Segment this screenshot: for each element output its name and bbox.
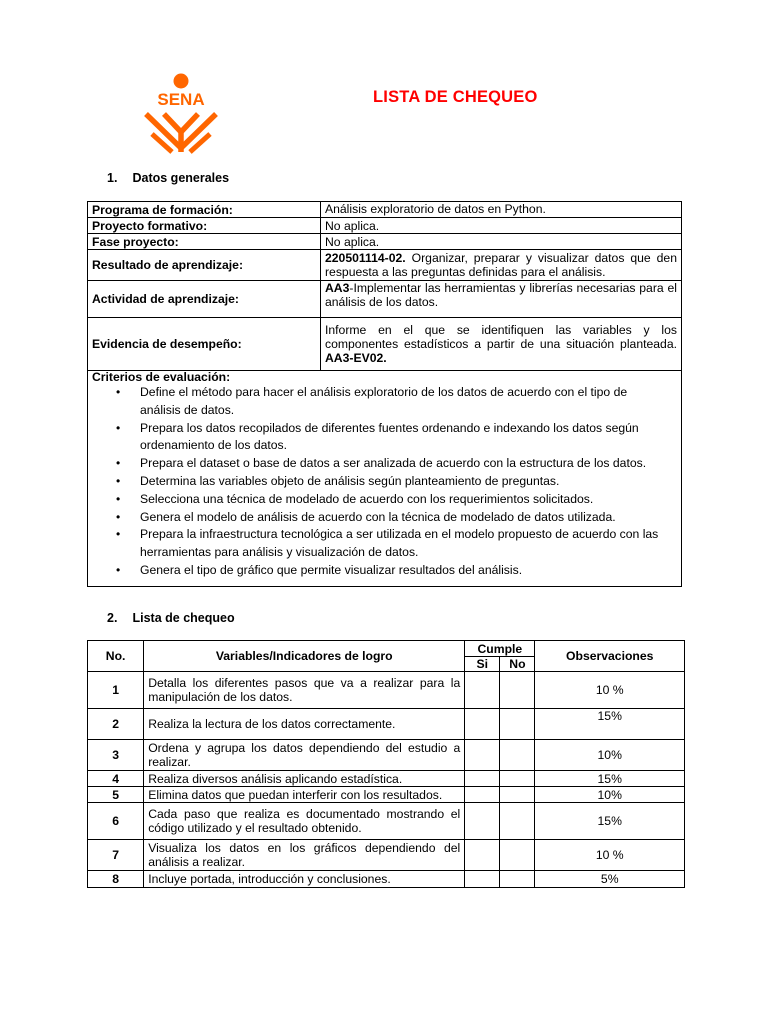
learning-result-code: 220501114-02. <box>325 251 406 265</box>
general-data-table <box>87 201 682 587</box>
table-row <box>88 740 685 771</box>
row-number: 3 <box>88 740 144 771</box>
si-checkbox-cell[interactable] <box>465 709 500 740</box>
indicator-text: Realiza diversos análisis aplicando estadística. <box>144 771 465 787</box>
indicator-text: Elimina datos que puedan interferir con los resultados. <box>144 787 465 803</box>
header-si: Si <box>465 657 500 672</box>
section-title: Datos generales <box>132 171 230 185</box>
si-checkbox-cell[interactable] <box>465 803 500 840</box>
evidence-text: Informe en el que se identifiquen las variables y los componentes estadísticos a partir de una situación planteada. <box>325 323 677 351</box>
row-number: 6 <box>88 803 144 840</box>
table-row <box>88 672 685 709</box>
no-checkbox-cell[interactable] <box>500 740 535 771</box>
checklist-table <box>87 640 685 888</box>
list-item: • Prepara el dataset o base de datos a ser analizada de acuerdo con la estructura de los datos. <box>140 455 677 473</box>
table-row <box>88 871 685 888</box>
observation-text: 10 % <box>535 672 685 709</box>
section-datos-generales-heading <box>107 171 229 185</box>
document-title: LISTA DE CHEQUEO <box>373 88 538 106</box>
list-item: • Define el método para hacer el análisis exploratorio de los datos de acuerdo con el tipo de análisis de datos. <box>140 384 677 420</box>
table-row <box>88 371 682 587</box>
no-checkbox-cell[interactable] <box>500 771 535 787</box>
header-observations: Observaciones <box>535 641 685 672</box>
table-row <box>88 202 682 218</box>
row-number: 1 <box>88 672 144 709</box>
si-checkbox-cell[interactable] <box>465 787 500 803</box>
table-row <box>88 787 685 803</box>
no-checkbox-cell[interactable] <box>500 840 535 871</box>
list-item: • Prepara los datos recopilados de diferentes fuentes ordenando e indexando los datos según ordenamiento de los datos. <box>140 420 677 456</box>
header-no: No. <box>88 641 144 672</box>
list-item: • Genera el tipo de gráfico que permite visualizar resultados del análisis. <box>140 562 677 580</box>
section-number: 2. <box>107 611 118 625</box>
row-number: 5 <box>88 787 144 803</box>
table-row <box>88 250 682 281</box>
observation-text: 10% <box>535 787 685 803</box>
observation-text: 15% <box>535 709 685 740</box>
observation-text: 10% <box>535 740 685 771</box>
activity-text: -Implementar las herramientas y librerías necesarias para el análisis de los datos. <box>325 281 677 309</box>
indicator-text: Cada paso que realiza es documentado mostrando el código utilizado y el resultado obtenido. <box>144 803 465 840</box>
table-row <box>88 234 682 250</box>
criteria-cell <box>88 371 682 587</box>
criteria-title: Criterios de evaluación: <box>92 370 231 384</box>
sena-logo <box>142 72 220 154</box>
field-label: Programa de formación: <box>88 202 321 218</box>
field-label: Actividad de aprendizaje: <box>88 281 321 318</box>
evidence-code: AA3-EV02. <box>325 351 387 365</box>
section-lista-chequeo-heading <box>107 611 235 625</box>
row-number: 4 <box>88 771 144 787</box>
no-checkbox-cell[interactable] <box>500 803 535 840</box>
field-label: Resultado de aprendizaje: <box>88 250 321 281</box>
si-checkbox-cell[interactable] <box>465 871 500 888</box>
observation-text: 5% <box>535 871 685 888</box>
section-title: Lista de chequeo <box>132 611 235 625</box>
header-cumple: Cumple <box>465 641 535 657</box>
list-item: • Genera el modelo de análisis de acuerdo con la técnica de modelado de datos utilizada. <box>140 509 677 527</box>
logo-text: SENA <box>157 90 205 109</box>
list-item: • Prepara la infraestructura tecnológica a ser utilizada en el modelo propuesto de acuerdo con las herramientas para análisis y visualización de datos. <box>140 526 677 562</box>
list-item: • Determina las variables objeto de análisis según planteamiento de preguntas. <box>140 473 677 491</box>
field-value: No aplica. <box>321 218 682 234</box>
no-checkbox-cell[interactable] <box>500 787 535 803</box>
table-row <box>88 281 682 318</box>
observation-text: 15% <box>535 771 685 787</box>
table-row <box>88 840 685 871</box>
table-row <box>88 771 685 787</box>
field-label: Evidencia de desempeño: <box>88 318 321 371</box>
no-checkbox-cell[interactable] <box>500 709 535 740</box>
table-row <box>88 803 685 840</box>
header-no-col: No <box>500 657 535 672</box>
table-row <box>88 709 685 740</box>
indicator-text: Visualiza los datos en los gráficos dependiendo del análisis a realizar. <box>144 840 465 871</box>
si-checkbox-cell[interactable] <box>465 771 500 787</box>
row-number: 2 <box>88 709 144 740</box>
field-value <box>321 281 682 318</box>
indicator-text: Realiza la lectura de los datos correctamente. <box>144 709 465 740</box>
section-number: 1. <box>107 171 118 185</box>
table-row <box>88 318 682 371</box>
no-checkbox-cell[interactable] <box>500 871 535 888</box>
field-value <box>321 250 682 281</box>
table-row <box>88 218 682 234</box>
field-value: No aplica. <box>321 234 682 250</box>
header-indicator: Variables/Indicadores de logro <box>144 641 465 672</box>
field-label: Proyecto formativo: <box>88 218 321 234</box>
field-label: Fase proyecto: <box>88 234 321 250</box>
indicator-text: Ordena y agrupa los datos dependiendo del estudio a realizar. <box>144 740 465 771</box>
table-header-row <box>88 641 685 657</box>
si-checkbox-cell[interactable] <box>465 840 500 871</box>
field-value <box>321 318 682 371</box>
row-number: 7 <box>88 840 144 871</box>
si-checkbox-cell[interactable] <box>465 672 500 709</box>
row-number: 8 <box>88 871 144 888</box>
si-checkbox-cell[interactable] <box>465 740 500 771</box>
no-checkbox-cell[interactable] <box>500 672 535 709</box>
indicator-text: Detalla los diferentes pasos que va a realizar para la manipulación de los datos. <box>144 672 465 709</box>
field-value: Análisis exploratorio de datos en Python. <box>321 202 682 218</box>
criteria-list <box>92 384 677 580</box>
list-item: • Selecciona una técnica de modelado de acuerdo con los requerimientos solicitados. <box>140 491 677 509</box>
observation-text: 15% <box>535 803 685 840</box>
indicator-text: Incluye portada, introducción y conclusiones. <box>144 871 465 888</box>
learning-result-text: Organizar, preparar y visualizar datos que den respuesta a las preguntas definidas para el análisis. <box>325 251 677 279</box>
activity-code: AA3 <box>325 281 350 295</box>
observation-text: 10 % <box>535 840 685 871</box>
